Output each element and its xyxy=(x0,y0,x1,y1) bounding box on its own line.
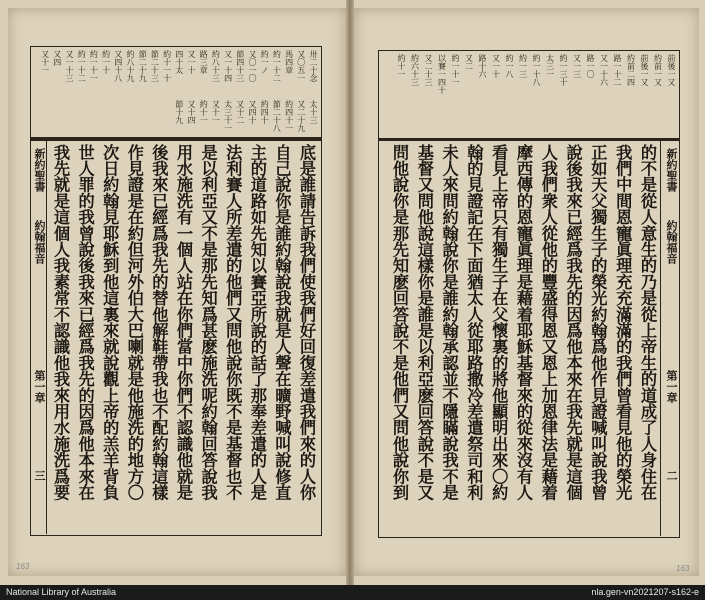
margin-note: 約四十一 xyxy=(284,100,294,132)
margin-note: 又二十九 xyxy=(296,100,306,132)
margin-note: 約十一十 xyxy=(162,50,172,82)
margin-note: 約一十一 xyxy=(89,50,99,82)
left-page xyxy=(8,8,346,576)
text-column: 未人來問約翰說你是誰約翰承認並不隱瞞說我不是 xyxy=(439,144,459,501)
left-header-page: 三 xyxy=(33,470,46,481)
margin-note: 又四十 xyxy=(248,100,257,124)
text-column: 摩西傳的恩寵眞理是藉着耶穌基督來的從來沒有人 xyxy=(514,144,533,501)
text-column: 基督又問他說這樣你是誰是以利亞麽回答說不是又 xyxy=(414,144,434,501)
margin-note: 卅二十念 xyxy=(309,50,318,82)
margin-note: 約六十三 xyxy=(410,54,420,86)
text-column: 用水施洗有一個人站在你們當中你們不認識他就是 xyxy=(174,144,193,501)
margin-note: 約一八 xyxy=(505,54,514,78)
margin-note: 節二十八 xyxy=(272,100,282,132)
right-header-book: 約翰福音 xyxy=(665,220,678,264)
text-column: 作見證是在約但河外伯大巴喇就是他施洗的地方〇 xyxy=(124,144,144,501)
margin-note: 太三一 xyxy=(545,54,555,78)
right-header-rule xyxy=(660,140,661,536)
margin-note: 約一十一 xyxy=(451,54,460,86)
text-column: 次日約翰見耶穌到他這裏來就說觀上帝的羔羊背負 xyxy=(100,144,120,501)
margin-note: 約一十 xyxy=(101,50,111,74)
margin-note: 又一十三 xyxy=(65,50,74,82)
library-footer xyxy=(0,585,705,600)
left-header-rule xyxy=(46,140,47,534)
margin-note: 馬四章 xyxy=(284,50,294,74)
text-column: 看見上帝只有獨生子在父懷裏的將他顯明出來〇約 xyxy=(489,144,509,501)
text-column: 問他說你是那先知麽回答說不是他們又問他說你到 xyxy=(390,144,409,501)
margin-note: 路一〇 xyxy=(586,54,595,78)
margin-note: 太十三 xyxy=(309,100,318,124)
text-column: 說後我來已經爲我先的因爲他本來在我先就是這個 xyxy=(563,144,583,501)
text-column: 的不是從人意生的乃是從上帝生的道成了人身住在 xyxy=(638,144,657,501)
right-header-page: 二 xyxy=(665,470,678,481)
text-column: 是以利亞又不是那先知爲甚麽施洗呢約翰回答說我 xyxy=(198,144,218,501)
margin-note: 約一十二 xyxy=(77,50,87,82)
margin-note: 節二十三 xyxy=(150,50,160,82)
margin-note: 約一十二 xyxy=(272,50,282,82)
margin-note: 前後一又 xyxy=(640,54,649,86)
margin-note: 節四十三 xyxy=(235,50,245,82)
margin-note: 前後一又 xyxy=(667,54,676,86)
margin-note: 路十六 xyxy=(478,54,487,78)
margin-note: 約前二四 xyxy=(626,54,636,86)
margin-note: 又一十六 xyxy=(599,54,609,86)
margin-note: 路一十二 xyxy=(613,54,622,86)
margin-note: 節二十九 xyxy=(138,50,148,82)
footer-identifier: nla.gen-vn2021207-s162-e xyxy=(591,587,699,597)
text-column: 翰的見證記在下面猶太人從耶路撒冷差遣祭司和利 xyxy=(464,144,484,501)
text-column: 正如天父獨生子的榮光約翰爲他作見證喊叫說我曾 xyxy=(588,144,608,501)
margin-note: 約一三 xyxy=(518,54,528,78)
margin-note: 又十四 xyxy=(187,100,196,124)
text-column: 法利賽人所差遣的他們又問他說你既不是基督也不 xyxy=(223,144,243,501)
margin-note: 路三章 xyxy=(199,50,209,74)
margin-note: 約四十 xyxy=(260,100,270,124)
margin-note: 又〇一〇 xyxy=(248,50,257,82)
margin-note: 節十九 xyxy=(174,100,184,124)
margin-note: 約八十三 xyxy=(211,50,221,82)
left-header-chapter: 第一章 xyxy=(33,370,46,403)
margin-note: 又一十四 xyxy=(223,50,233,82)
margin-note: 約一三十 xyxy=(559,54,568,86)
margin-note: 約一十八 xyxy=(532,54,541,86)
left-header-title: 新約聖書 xyxy=(33,148,46,192)
margin-note: 約十一 xyxy=(397,54,406,78)
text-column: 底是誰請告訴我們使我們好回復差遣我們來的人你 xyxy=(297,144,316,501)
margin-note: 又十一 xyxy=(40,50,50,74)
margin-note: 又一十 xyxy=(187,50,196,74)
text-column: 我先就是這個人我素常不認識他我來用水施洗爲要 xyxy=(51,144,70,501)
margin-note: 又二 xyxy=(464,54,474,70)
text-column: 世人罪的我曾說後我來已經爲我先的因爲他本來在 xyxy=(75,144,95,501)
margin-note: 約一ノ xyxy=(260,50,270,74)
margin-note: 又四 xyxy=(52,50,62,66)
text-column: 後我來已經爲我先的替他解鞋帶我也不配約翰這樣 xyxy=(149,144,169,501)
text-column: 主的道路如先知以賽亞所說的話了那奉差遣的人是 xyxy=(247,144,267,501)
margin-note: 太三十一 xyxy=(223,100,233,132)
margin-note: 又十一 xyxy=(211,100,221,124)
margin-note: 又二十三 xyxy=(424,54,433,86)
footer-source: National Library of Australia xyxy=(6,587,117,597)
right-header-chapter: 第一章 xyxy=(665,370,678,403)
margin-note: 約八十九 xyxy=(126,50,135,82)
margin-note: 又十二 xyxy=(235,100,245,124)
right-pencil-mark: 163 xyxy=(676,564,690,573)
text-column: 我們中間恩寵眞理充充滿滿的我們曾看見他的榮光 xyxy=(613,144,633,501)
right-page xyxy=(354,8,699,576)
right-header-title: 新約聖書 xyxy=(665,148,678,192)
left-header-book: 約翰福音 xyxy=(33,220,46,264)
margin-note: 四十太 xyxy=(174,50,184,74)
margin-note: 約十一 xyxy=(199,100,209,124)
margin-note: 又四十八 xyxy=(113,50,123,82)
margin-note: 又一三 xyxy=(572,54,582,78)
margin-note: 約前一又 xyxy=(653,54,663,86)
margin-note: 又〇五一 xyxy=(296,50,306,82)
margin-note: 以賽一四十 xyxy=(437,54,447,94)
book-gutter xyxy=(346,0,354,585)
text-column: 人我們衆人從他的豐盛得恩又恩上加恩律法是藉着 xyxy=(538,144,558,501)
left-pencil-mark: 163 xyxy=(16,562,30,571)
text-column: 自己說你是誰約翰說我就是人聲在曠野喊叫說修直 xyxy=(272,144,292,501)
margin-note: 又一十 xyxy=(491,54,501,78)
